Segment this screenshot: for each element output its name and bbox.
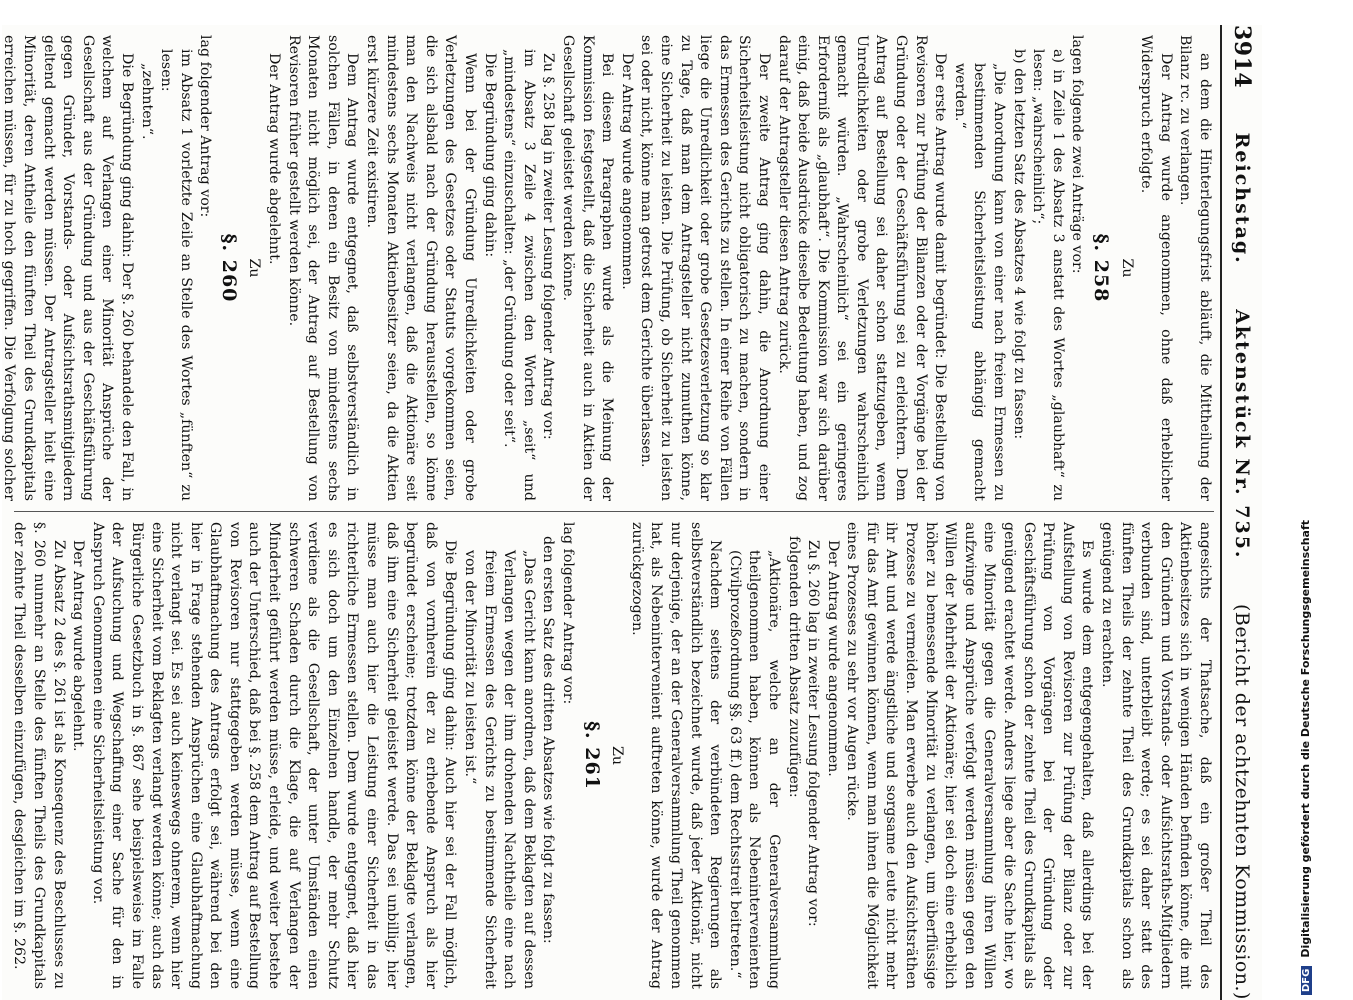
paragraph: Der zweite Antrag ging dahin, die Anordnung einer Sicherheitsleistung nicht obligatorisch zu machen, sondern in das Ermessen des Gerichts zu stellen. In einer Reihe von Fällen liege die Unredlichkeit oder grobe Gesetzesverletzung so klar zu Tage, daß man dem Antragsteller nicht zumuthen könne, eine Sicherheit zu leisten. Die Prüfung, ob Sicherheit zu leisten sei oder nicht, könne man getrost dem Gerichte überlassen. — [638, 35, 772, 501]
paragraph: Der erste Antrag wurde damit begründet: Die Bestellung von Revisoren zur Prüfung der Bilanzen oder der Vorgänge bei der Gründung oder der Geschäftsführung sei zu erleichtern. Dem Antrag auf Bestellung sei daher schon stattzugeben, wenn Unredlichkeiten oder grobe Verletzungen wahrscheinlich gemacht würden. „Wahrscheinlich“ sei ein geringeres Erforderniß als „glaubhaft“. Die Kommission war sich darüber einig, daß beide Ausdrücke dieselbe Bedeutung haben, und zog darauf der Antragsteller diesen Antrag zurück. — [775, 35, 949, 501]
zu-label: Zu — [246, 258, 263, 278]
quoted-text: „zehnten“. — [138, 63, 155, 140]
paragraph: lagen folgende zwei Anträge vor: — [1069, 35, 1086, 274]
zu-label: Zu — [609, 746, 626, 765]
page-header — [1220, 25, 1262, 1000]
paragraph: Die Begründung ging dahin: Der §. 260 behandele den Fall, in welchem auf Verlangen einer Minorität Ansprüche der Gesellschaft aus der Gründung und aus der Geschäftsführung gegen Gründer, Vorstands- oder Aufsichtsrathsmitgliedern geltend gemacht werden müssen. Der Antragsteller hielt eine Minorität, deren Antheile den fünften Theil des Grundkapitals erreichen müssen, für zu hoch gegriffen. Die Verfolgung solcher — [1, 35, 135, 501]
paragraph: Der Antrag wurde angenommen. — [824, 540, 841, 777]
zu-label: Zu — [1118, 258, 1135, 278]
paragraph: Der Antrag wurde abgelehnt. — [266, 53, 283, 265]
quoted-motion: a) in Zeile 1 des Absatz 3 anstatt des Wortes „glaubhaft“ zu lesen: „wahrscheinlich“; — [1030, 49, 1066, 501]
paragraph: Zu §. 258 lag in zweiter Lesung folgender Antrag vor: — [540, 53, 557, 440]
quoted-text: „Aktionäre, welche an der Generalversammlung theilgenommen haben, können als Nebenintervenienten (Civilprozeßordnung §§. 63 ff.) dem Rechtsstreit beitreten.“ — [726, 550, 782, 989]
paragraph: Bei diesem Paragraphen wurde als die Meinung der Kommission festgestellt, daß die Sicherheit auch in Aktien der Gesellschaft geleistet werden könne. — [560, 35, 616, 501]
header-right-title: (Bericht der achtzehnten Kommission.) — [1231, 603, 1253, 1000]
paragraph: Zu §. 260 lag in zweiter Lesung folgender Antrag vor: — [805, 540, 822, 927]
dfg-logo: DFG — [1301, 966, 1312, 995]
right-column — [11, 512, 1214, 999]
text-columns — [1, 25, 1214, 1000]
section-heading: §. 260 — [217, 233, 240, 303]
paragraph: lag folgender Antrag vor: — [197, 35, 214, 218]
paragraph: Nachdem seitens der verbündeten Regierungen als selbstverständlich bezeichnet wurde, daß jeder Aktionär, nicht nur derjenige, der an der Generalversammlung Theil genommen hat, als Nebenintervenient auftreten könne, wurde der Antrag zurückgezogen. — [628, 522, 724, 989]
quoted-motion: im Absatz 1 vorletzte Zeile an Stelle des Wortes „fünften“ zu lesen: — [158, 49, 194, 501]
section-heading: §. 258 — [1090, 233, 1113, 303]
quoted-motion: b) den letzten Satz des Absatzes 4 wie folgt zu fassen: — [1010, 49, 1027, 440]
paragraph: Der Antrag wurde abgelehnt. — [70, 540, 87, 752]
quoted-motion: den ersten Satz des dritten Absatzes wie folgt zu fassen: — [540, 536, 557, 944]
header-center-title: Aktenstück Nr. 735. — [1231, 309, 1253, 560]
digitization-credit — [1299, 0, 1312, 995]
paragraph: angesichts der Thatsache, daß ein großer Theil des Aktienbesitzes sich in wenigen Händen befinden könne, die mit den Gründern und Vorstands- oder Aufsichtsraths-Mitgliedern verbunden sind, unterbleibt werde; es sei daher statt des fünften Theils der zehnte Theil des Grundkapitals schon als genügend zu erachten. — [1099, 522, 1213, 989]
paragraph: Zu Absatz 2 des §. 261 ist als Konsequenz des Beschlusses zu §. 260 nunmehr an Stelle des fünften Theils des Grundkapitals der zehnte Theil desselben einzufügen, desgleichen im §. 262. — [11, 522, 67, 989]
credit-text: Digitalisierung gefördert durch die Deutsche Forschungsgemeinschaft — [1299, 519, 1312, 958]
paragraph: lag folgender Antrag vor: — [560, 522, 576, 705]
page-number: 3914 — [1229, 25, 1255, 89]
paragraph: Die Begründung ging dahin: — [481, 53, 498, 258]
paragraph: Es wurde dem entgegengehalten, daß allerdings bei der Aufstellung von Revisoren zur Prüfung der Bilanz oder zur Prüfung von Vorgängen bei der Gründung oder Geschäftsführung schon der zehnte Theil des Grundkapitals als genügend erachtet werde. Anders liege aber die Sache hier, wo eine Minorität gegen die Generalversammlung ihren Willen aufzwinge und Ansprüche verfolgt werden müssen gegen den Willen der Mehrheit der Aktionäre; hier sei doch eine erheblich höher zu bemessende Minorität zu verlangen, um überflüssige Prozesse zu vermeiden. Man erwerbe auch den Aufsichtsräthen ihr Amt und werde ängstliche und sorgsame Leute nicht mehr für das Amt gewinnen können, wenn man ihnen die Möglichkeit eines Prozesses zu sehr vor Augen rücke. — [844, 522, 1096, 989]
quoted-text: „Das Gericht kann anordnen, daß dem Beklagten auf dessen Verlangen wegen der ihm drohenden Nachtheile eine nach freiem Ermessen des Gerichts zu bestimmende Sicherheit von der Minorität zu leisten ist.“ — [462, 550, 537, 989]
paragraph: Der Antrag wurde angenommen. — [618, 53, 635, 290]
paragraph: Wenn bei der Gründung Unredlichkeiten oder grobe Verletzungen des Gesetzes oder Statuts vorgekommen seien, die sich alsbald nach der Gründung herausstellen, so könne man den Nachweis nicht verlangen, daß die Aktionäre seit mindestens sechs Monaten Aktienbesitzer seien, da die Aktien erst kürzere Zeit existiren. — [364, 35, 479, 501]
quoted-motion: folgenden dritten Absatz zuzufügen: — [785, 536, 802, 798]
left-column — [1, 25, 1214, 512]
paragraph: an dem die Hinterlegungsfrist abläuft, die Mittheilung der Bilanz rc. zu verlangen. — [1177, 35, 1213, 501]
paragraph: Dem Antrag wurde entgegnet, daß selbstverständlich in solchen Fällen, in denen ein Besitz von mindestens sechs Monaten nicht möglich sei, der Antrag auf Bestellung von Revisoren früher gestellt werden könne. — [285, 35, 361, 501]
quoted-motion: im Absatz 3 Zeile 4 zwischen den Worten „seit“ und „mindestens“ einzuschalten: „der Gründung oder seit“. — [501, 49, 537, 501]
paragraph: Die Begründung ging dahin: Auch hier sei der Fall möglich, daß von vornherein der zu erhebende Anspruch als hier begründet erscheine; trotzdem könne der Beklagte verlangen, daß ihm eine Sicherheit geleistet werde. Das sei unbillig; hier müsse man auch hier die Leistung einer Sicherheit in das richterliche Ermessen stellen. Dem wurde entgegnet, daß hier es sich doch um den Einzelnen handle, der mehr Schutz verdiene als die Gesellschaft, der unter Umständen einen schweren Schaden durch die Klage, die auf Verlangen der Minderheit geführt werden müsse, erleide, und weiter bestehe auch der Unterschied, daß bei §. 258 dem Antrag auf Bestellung von Revisoren nur stattgegeben werden müsse, wenn eine Glaubhaftmachung des Antrags erfolgt sei, während bei den hier in Frage stehenden Ansprüchen eine Glaubhaftmachung nicht verlangt sei. Es sei auch keineswegs ohnerem, wenn hier eine Sicherheit vom Beklagten verlangt werden könne; auch das Bürgerliche Gesetzbuch in §. 867 sehe beispielsweise im Falle der Aufsuchung und Wegschaffung einer Sache für den in Anspruch Genommenen eine Sicherheitsleistung vor. — [89, 522, 459, 989]
section-heading: §. 261 — [580, 721, 603, 790]
paragraph: Der Antrag wurde angenommen, ohne daß erheblicher Widerspruch erfolgte. — [1138, 35, 1174, 501]
page-footer — [1283, 0, 1353, 1000]
quoted-text: „Die Anordnung kann von einer nach freiem Ermessen zu bestimmenden Sicherheitsleistung abhängig gemacht werden.“ — [951, 63, 1008, 501]
document-page — [2, 25, 1262, 1000]
header-left-title: Reichstag. — [1231, 132, 1253, 265]
